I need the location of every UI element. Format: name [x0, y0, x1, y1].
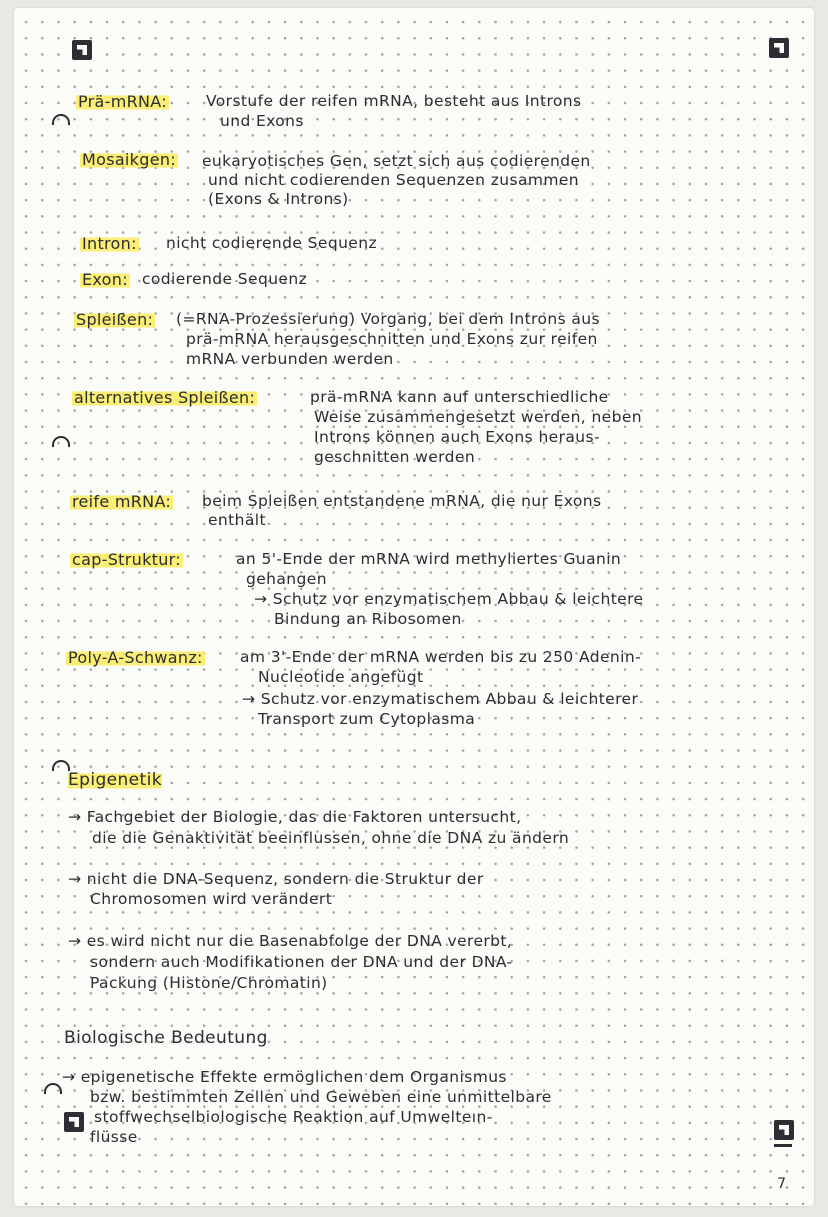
term-prae-mrna: Prä-mRNA:: [78, 92, 167, 111]
corner-mark-bottom-right: [774, 1120, 794, 1140]
term-exon: Exon:: [82, 270, 128, 289]
ring-hole-mark: [52, 114, 70, 125]
epigenetik-point: → nicht die DNA-Sequenz, sondern die Struktur der: [68, 870, 484, 888]
definition-line: gehangen: [246, 570, 327, 588]
definition-line: geschnitten werden: [314, 448, 476, 466]
definition-line: an 5'-Ende der mRNA wird methyliertes Guanin: [236, 550, 622, 568]
definition-line: prä-mRNA kann auf unterschiedliche: [310, 388, 609, 406]
definition-line: codierende Sequenz: [142, 270, 308, 288]
term-intron: Intron:: [82, 234, 137, 253]
epigenetik-point: → Fachgebiet der Biologie, das die Faktoren untersucht,: [68, 808, 522, 826]
term-reife-mrna: reife mRNA:: [72, 492, 172, 511]
corner-mark-top-right: [769, 38, 789, 58]
definition-line: beim Spleißen entstandene mRNA, die nur Exons: [202, 492, 602, 510]
term-alternatives-spleissen: alternatives Spleißen:: [74, 388, 256, 407]
term-cap-struktur: cap-Struktur:: [72, 550, 181, 569]
epigenetik-point: Packung (Histone/Chromatin): [90, 974, 328, 992]
definition-line: enthält: [208, 511, 266, 529]
definition-line: (Exons & Introns): [208, 190, 349, 208]
definition-line: nicht codierende Sequenz: [166, 234, 377, 252]
definition-line: am 3'-Ende der mRNA werden bis zu 250 Adenin-: [240, 648, 642, 666]
definition-line: Weise zusammengesetzt werden, neben: [314, 408, 643, 426]
definition-line: → Schutz vor enzymatischem Abbau & leichtere: [254, 590, 644, 608]
bedeutung-line: → epigenetische Effekte ermöglichen dem Organismus: [62, 1068, 507, 1086]
definition-line: und Exons: [220, 112, 304, 130]
corner-mark-bottom-left: [64, 1112, 84, 1132]
corner-underline: [774, 1144, 792, 1147]
heading-epigenetik: Epigenetik: [68, 770, 162, 790]
term-mosaikgen: Mosaikgen:: [82, 150, 176, 169]
definition-line: Vorstufe der reifen mRNA, besteht aus Introns: [206, 92, 582, 110]
epigenetik-point: → es wird nicht nur die Basenabfolge der DNA vererbt,: [68, 932, 513, 950]
definition-line: mRNA verbunden werden: [186, 350, 394, 368]
epigenetik-point: die die Genaktivität beeinflussen, ohne die DNA zu ändern: [92, 829, 570, 847]
epigenetik-point: Chromosomen wird verändert: [90, 890, 333, 908]
definition-line: → Schutz vor enzymatischem Abbau & leichterer: [242, 690, 639, 708]
notebook-page: [14, 8, 814, 1206]
heading-biologische-bedeutung: Biologische Bedeutung: [64, 1028, 268, 1048]
ring-hole-mark: [52, 436, 70, 447]
epigenetik-point: sondern auch Modifikationen der DNA und der DNA-: [90, 953, 513, 971]
bedeutung-line: flüsse: [90, 1128, 138, 1146]
term-spleissen: Spleißen:: [76, 310, 154, 329]
ring-hole-mark: [44, 1083, 62, 1094]
bedeutung-line: bzw. bestimmten Zellen und Geweben eine unmittelbare: [90, 1088, 552, 1106]
corner-mark-top-left: [72, 40, 92, 60]
definition-line: (=RNA-Prozessierung) Vorgang, bei dem Introns aus: [176, 310, 600, 328]
definition-line: Transport zum Cytoplasma: [258, 710, 476, 728]
definition-line: Nucleotide angefügt: [258, 668, 424, 686]
definition-line: Bindung an Ribosomen: [274, 610, 462, 628]
definition-line: eukaryotisches Gen, setzt sich aus codierenden: [202, 152, 591, 170]
page-number: 7: [777, 1176, 786, 1192]
definition-line: prä-mRNA herausgeschnitten und Exons zur reifen: [186, 330, 598, 348]
definition-line: Introns können auch Exons heraus-: [314, 428, 600, 446]
term-poly-a-schwanz: Poly-A-Schwanz:: [68, 648, 203, 667]
bedeutung-line: stoffwechselbiologische Reaktion auf Umwelteın-: [94, 1108, 493, 1126]
definition-line: und nicht codierenden Sequenzen zusammen: [208, 171, 580, 189]
